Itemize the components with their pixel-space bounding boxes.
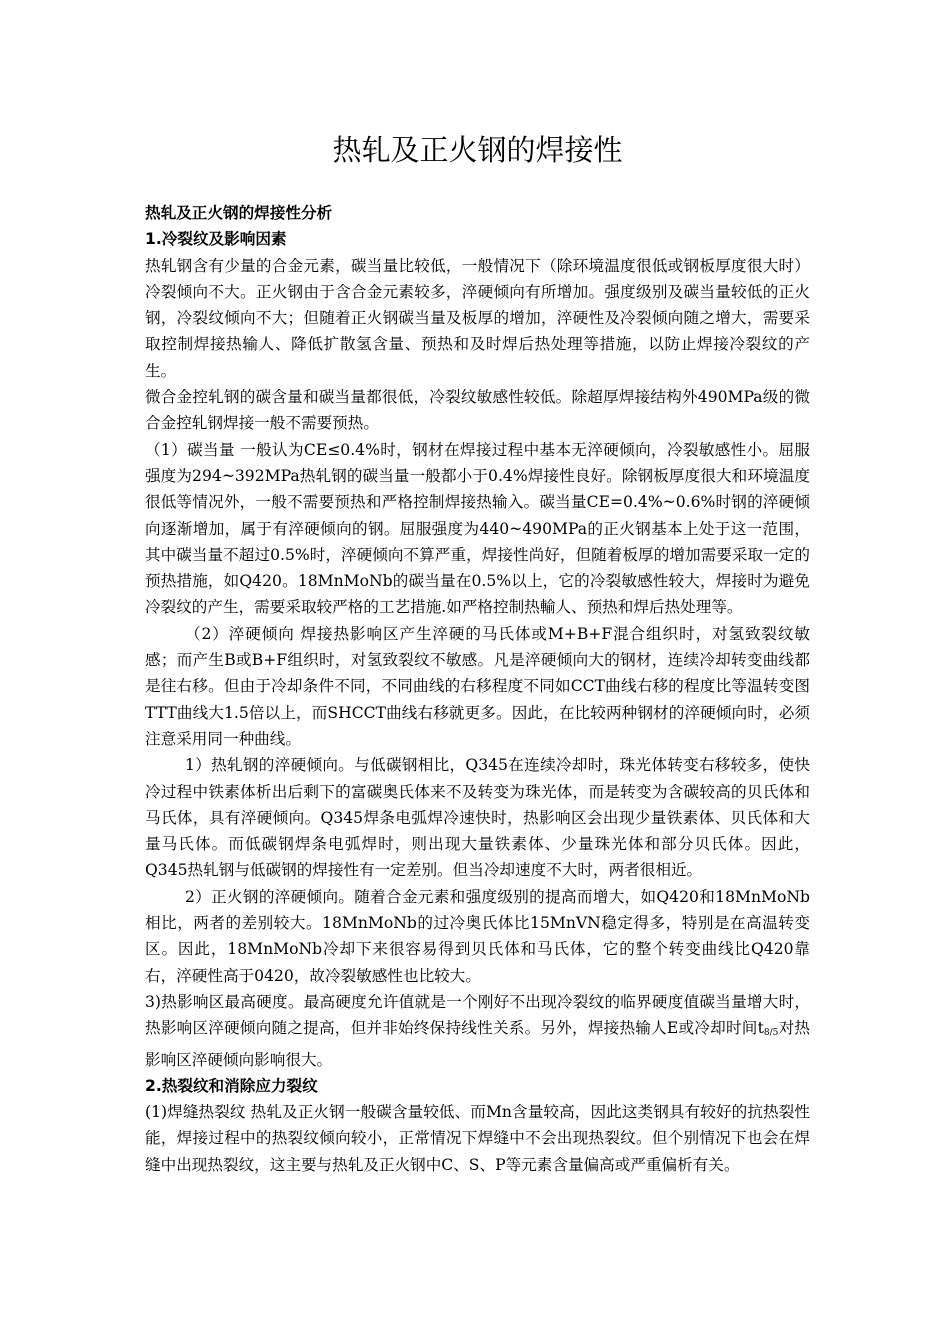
section-title: 热轧及正火钢的焊接性分析 (145, 204, 333, 222)
heading-hot-cracks: 2.热裂纹和消除应力裂纹 (145, 1076, 318, 1095)
subscript: 8/5 (763, 1028, 779, 1039)
paragraph (145, 989, 810, 1073)
paragraph: (1)焊缝热裂纹 热轧及正火钢一般碳含量较低、而Mn含量较高，因此这类钢具有较好的抗热裂性能，焊接过程中的热裂纹倾向较小，正常情况下焊缝中不会出现热裂纹。但个别情况下也会在焊缝中出现热裂纹，这主要与热轧及正火钢中C、S、P等元素含量偏高或严重偏析有关。 (145, 1103, 810, 1174)
paragraph: 微合金控轧钢的碳含量和碳当量都很低，冷裂纹敏感性较低。除超厚焊接结构外490MPa级的微合金控轧钢焊接一般不需要预热。 (145, 388, 810, 433)
paragraph: （1）碳当量 一般认为CE≤0.4%时，钢材在焊接过程中基本无淬硬倾向，冷裂敏感性小。屈服强度为294~392MPa热轧钢的碳当量一般都小于0.4%焊接性良好。除钢板厚度很大和环境温度很低等情况外，一般不需要预热和严格控制焊接热输入。碳当量CE=0.4%~0.6%时钢的淬硬倾向逐渐增加，属于有淬硬倾向的钢。屈服强度为440~490MPa的正火钢基本上处于这一范围，其中碳当量不超过0.5%时，淬硬倾向不算严重，焊接性尚好，但随着板厚的增加需要采取一定的预热措施，如Q420。18MnMoNb的碳当量在0.5%以上，它的冷裂敏感性较大，焊接时为避免冷裂纹的产生，需要采取较严格的工艺措施.如严格控制热輸人、预热和焊后热处理等。 (145, 440, 810, 617)
paragraph-text: 对热影响区淬硬倾向影响很大。 (145, 1019, 810, 1069)
paragraph: 热轧钢含有少量的合金元素，碳当量比较低，一般情况下（除环境温度很低或钢板厚度很大时）冷裂倾向不大。正火钢由于含合金元素较多，淬硬倾向有所增加。强度级别及碳当量较低的正火钢，冷裂纹倾向不大；但随着正火钢碳当量及板厚的增加，淬硬性及冷裂倾向随之增大，需要采取控制焊接热输人、降低扩散氢含量、预热和及时焊后热处理等措施，以防止焊接冷裂纹的产生。 (145, 256, 810, 380)
paragraph-text: 3)热影响区最高硬度。最高硬度允许值就是一个刚好不出现冷裂纹的临界硬度值碳当量增大时，热影响区淬硬倾向随之提高，但并非始终保持线性关系。另外，焊接热输人E或冷却时间t (145, 992, 810, 1038)
heading-cold-cracks: 1.冷裂纹及影响因素 (145, 230, 287, 249)
paragraph: 1）热轧钢的淬硬倾向。与低碳钢相比，Q345在连续冷却时，珠光体转变右移较多，使快冷过程中铁素体析出后剩下的富碳奥氏体来不及转变为珠光体，而是转变为含碳较高的贝氏体和马氏体，具有淬硬倾向。Q345焊条电弧焊冷速快时，热影响区会出现少量铁素体、贝氏体和大量马氏体。而低碳钢焊条电弧焊时，则出现大量铁素体、少量珠光体和部分贝氏体。因此，Q345热轧钢与低碳钢的焊接性有一定差别。但当冷却速度不大时，两者很相近。 (145, 756, 810, 880)
document-title: 热轧及正火钢的焊接性 (332, 133, 623, 167)
paragraph: 2）正火钢的淬硬倾向。随着合金元素和强度级别的提高而增大，如Q420和18MnMoNb相比，两者的差别较大。18MnMoNb的过冷奥氏体比15MnVN稳定得多，特别是在高温转变区。因此，18MnMoNb冷却下来很容易得到贝氏体和马氏体，它的整个转变曲线比Q420靠右，淬硬性高于0420，故冷裂敏感性也比较大。 (145, 887, 810, 985)
document-body (145, 200, 810, 1178)
paragraph: （2）淬硬倾向 焊接热影响区产生淬硬的马氏体或M+B+F混合组织时，对氢致裂纹敏感；而产生B或B+F组织时，对氢致裂纹不敏感。凡是淬硬倾向大的钢材，连续冷却转变曲线都是往右移。但由于冷却条件不同，不同曲线的右移程度不同如CCT曲线右移的程度比等温转变图TTT曲线大1.5倍以上，而SHCCT曲线右移就更多。因此，在比较两种钢材的淬硬倾向时，必须注意采用同一种曲线。 (145, 624, 810, 748)
